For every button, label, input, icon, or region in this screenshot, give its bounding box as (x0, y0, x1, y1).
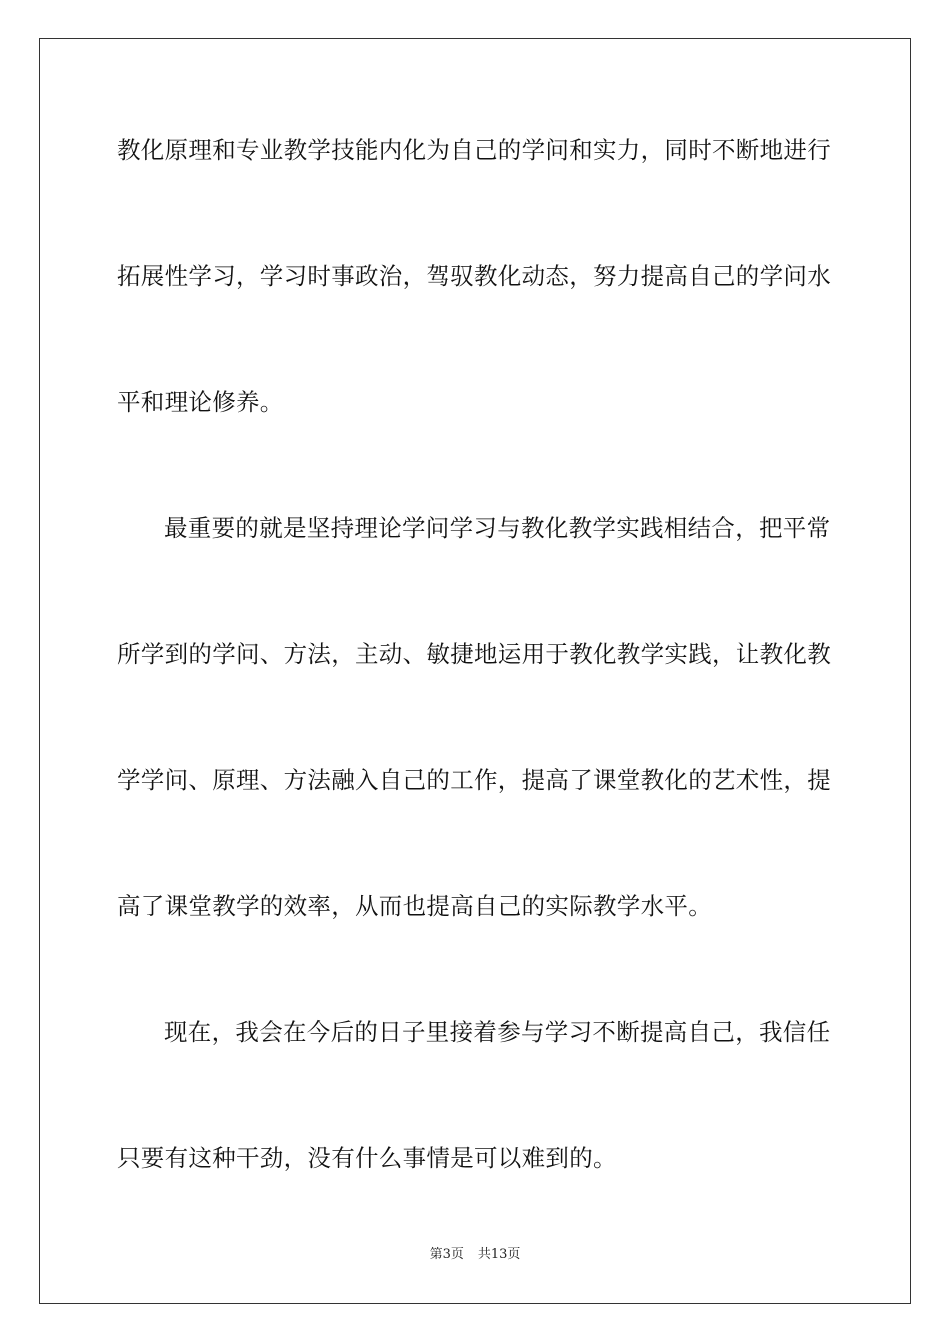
page-number-current: 第3页 (429, 1247, 464, 1262)
paragraph-start-line: 最重要的就是坚持理论学问学习与教化教学实践相结合，把平常 (164, 514, 831, 542)
paragraph-start-line: 现在，我会在今后的日子里接着参与学习不断提高自己，我信任 (164, 1018, 831, 1046)
body-text-line: 拓展性学习，学习时事政治，驾驭教化动态，努力提高自己的学问水 (117, 262, 831, 290)
body-text-line: 所学到的学问、方法，主动、敏捷地运用于教化教学实践，让教化教 (117, 640, 831, 668)
body-text-line: 平和理论修养。 (117, 388, 284, 416)
page-footer (0, 1246, 950, 1264)
body-text-line: 只要有这种干劲，没有什么事情是可以难到的。 (117, 1144, 617, 1172)
body-text-line: 教化原理和专业教学技能内化为自己的学问和实力，同时不断地进行 (117, 136, 831, 164)
body-text-line: 学学问、原理、方法融入自己的工作，提高了课堂教化的艺术性，提 (117, 766, 831, 794)
page-border (39, 38, 911, 1304)
body-text-line: 高了课堂教学的效率，从而也提高自己的实际教学水平。 (117, 892, 712, 920)
page-number-total: 共13页 (477, 1247, 521, 1262)
